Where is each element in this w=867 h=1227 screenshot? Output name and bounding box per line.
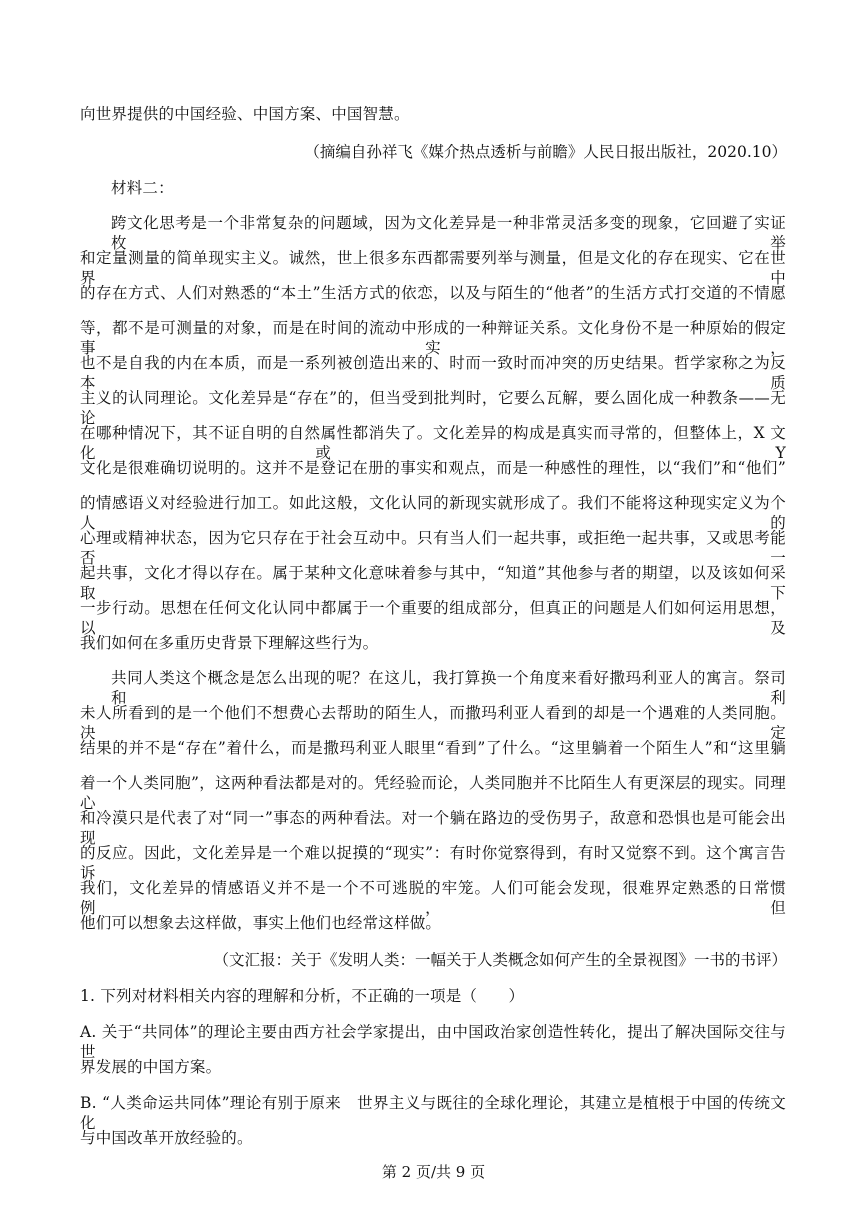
source-citation-1: （摘编自孙祥飞《媒介热点透析与前瞻》人民日报出版社，2020.10） [304,143,787,161]
paragraph-2-line: 结果的并不是“存在”着什么，而是撒玛利亚人眼里“看到”了什么。“这里躺着一个陌生人”和“这里躺 [80,739,786,757]
paragraph-2-line: 着一个人类同胞”，这两种看法都是对的。凭经验而论，人类同胞并不比陌生人有更深层的现实。同理心 [80,774,786,812]
paragraph-1-line: 文化是很难确切说明的。这并不是登记在册的事实和观点，而是一种感性的理性，以“我们”和“他们” [80,459,786,477]
paragraph-1-line: 也不是自我的内在本质，而是一系列被创造出来的、时而一致时而冲突的历史结果。哲学家称之为反本质 [80,354,786,392]
paragraph-2-line: 的反应。因此，文化差异是一个难以捉摸的“现实”：有时你觉察得到，有时又觉察不到。这个寓言告诉 [80,844,786,882]
paragraph-1-line: 心理或精神状态，因为它只存在于社会互动中。只有当人们一起共事，或拒绝一起共事，又或思考能否一 [80,529,786,567]
paragraph-continuation: 向世界提供的中国经验、中国方案、中国智慧。 [80,105,410,123]
paragraph-1-line: 主义的认同理论。文化差异是“存在”的，但当受到批判时，它要么瓦解，要么固化成一种教条——无论 [80,389,786,427]
option-a-line: A. 关于“共同体”的理论主要由西方社会学家提出，由中国政治家创造性转化，提出了解决国际交往与世 [80,1023,786,1061]
paragraph-1-line: 的情感语义对经验进行加工。如此这般，文化认同的新现实就形成了。我们不能将这种现实定义为个人的 [80,494,786,532]
paragraph-1-line: 起共事，文化才得以存在。属于某种文化意味着参与其中，“知道”其他参与者的期望，以及该如何采取下 [80,564,786,602]
paragraph-1-line: 我们如何在多重历史背景下理解这些行为。 [80,634,379,652]
paragraph-1-line: 等，都不是可测量的对象，而是在时间的流动中形成的一种辩证关系。文化身份不是一种原始的假定事实， [80,319,786,357]
paragraph-1-line: 的存在方式、人们对熟悉的“本土”生活方式的依恋，以及与陌生的“他者”的生活方式打交道的不情愿 [80,284,786,302]
paragraph-1-line: 一步行动。思想在任何文化认同中都属于一个重要的组成部分，但真正的问题是人们如何运用思想，以及 [80,599,786,637]
paragraph-2-line: 我们，文化差异的情感语义并不是一个不可逃脱的牢笼。人们可能会发现，很难界定熟悉的日常惯例，但 [80,879,786,917]
question-stem: 1. 下列对材料相关内容的理解和分析，不正确的一项是（ ） [80,987,525,1005]
paragraph-1-line: 在哪种情况下，其不证自明的自然属性都消失了。文化差异的构成是真实而寻常的，但整体上，X 文化或 Y [80,424,786,462]
paragraph-2-line: 未人所看到的是一个他们不想费心去帮助的陌生人，而撒玛利亚人看到的却是一个遇难的人类同胞。决定 [80,704,786,742]
option-b-line: 与中国改革开放经验的。 [80,1129,253,1147]
material-heading: 材料二： [111,179,174,197]
source-citation-2: （文汇报：关于《发明人类：一幅关于人类概念如何产生的全景视图》一书的书评） [213,951,787,969]
option-b-line: B. “人类命运共同体”理论有别于原来 世界主义与既往的全球化理论，其建立是植根于中国的传统文化 [80,1094,786,1132]
option-a-line: 界发展的中国方案。 [80,1058,222,1076]
paragraph-2-line: 他们可以想象去这样做，事实上他们也经常这样做。 [80,914,442,932]
paragraph-2-line: 和冷漠只是代表了对“同一”事态的两种看法。对一个躺在路边的受伤男子，敌意和恐惧也是可能会出现 [80,809,786,847]
paragraph-1-line: 跨文化思考是一个非常复杂的问题域，因为文化差异是一种非常灵活多变的现象，它回避了实证枚举 [111,214,786,252]
page-number-footer: 第 2 页/共 9 页 [381,1163,486,1181]
paragraph-1-line: 和定量测量的简单现实主义。诚然，世上很多东西都需要列举与测量，但是文化的存在现实、它在世界中 [80,249,786,287]
paragraph-2-line: 共同人类这个概念是怎么出现的呢？在这儿，我打算换一个角度来看好撒玛利亚人的寓言。祭司和利 [111,669,786,707]
